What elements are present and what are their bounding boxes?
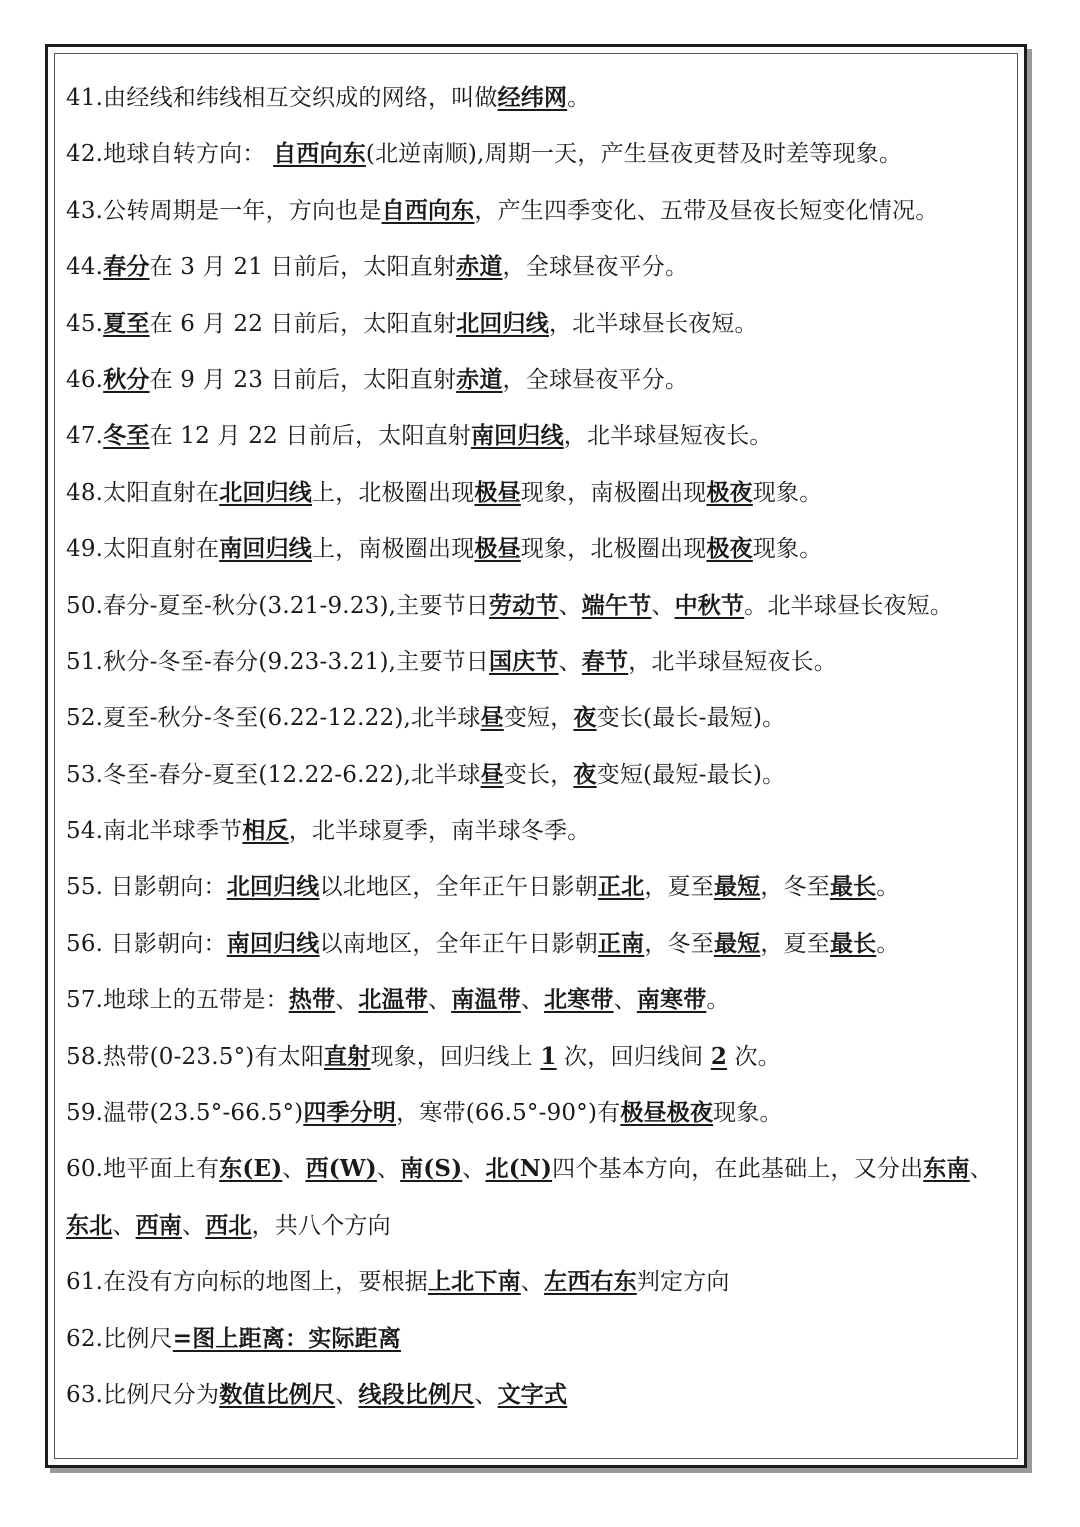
key-term: 北回归线	[456, 309, 549, 337]
note-text: 54.南北半球季节	[66, 818, 243, 845]
note-text: 、	[520, 987, 545, 1014]
note-text: 上，北极圈出现	[312, 479, 475, 506]
key-term: 秋分	[103, 365, 150, 393]
note-text: 44.	[66, 254, 104, 281]
note-text: 。	[876, 874, 900, 901]
note-text: ，夏至	[644, 874, 714, 901]
note-text: 在 9 月 23 日前后，太阳直射	[149, 366, 457, 393]
key-term: 直射	[324, 1042, 371, 1070]
note-text: 现象，北极圈出现	[520, 536, 707, 563]
note-text: ，冬至	[760, 874, 830, 901]
note-text: 、	[376, 1156, 401, 1183]
key-term: 北(N)	[485, 1155, 553, 1183]
note-line	[66, 70, 1016, 126]
note-text: 变短，	[503, 705, 574, 732]
note-text: 。	[876, 930, 900, 957]
note-text: 43.公转周期是一年，方向也是	[66, 197, 382, 224]
note-text: 、	[558, 648, 582, 675]
note-text: 在 6 月 22 日前后，太阳直射	[149, 310, 457, 337]
note-text: 、	[969, 1156, 993, 1183]
note-text: 、	[112, 1212, 136, 1239]
key-term: 极昼	[474, 535, 521, 563]
key-term: 上北下南	[427, 1268, 521, 1296]
note-text: 、	[335, 987, 359, 1014]
note-text: 、	[651, 592, 675, 619]
note-line	[66, 1311, 1016, 1367]
note-text: 63.比例尺分为	[66, 1381, 220, 1408]
note-text: 、	[613, 987, 637, 1014]
key-term: 劳动节	[488, 591, 559, 619]
key-term: 端午节	[581, 591, 652, 619]
key-term: 线段比例尺	[358, 1380, 475, 1408]
key-term: 西(W)	[305, 1155, 377, 1183]
note-text: 59.温带(23.5°-66.5°)	[66, 1100, 304, 1127]
note-text: ，北半球昼短夜长。	[563, 423, 773, 450]
note-text: ，北半球昼长夜短。	[548, 310, 758, 337]
note-text: 以北地区，全年正午日影朝	[319, 874, 598, 901]
key-term: 夜	[573, 760, 597, 788]
note-line	[66, 859, 1016, 915]
key-term: 北回归线	[219, 478, 312, 506]
key-term: 极夜	[706, 535, 753, 563]
note-line	[66, 1029, 1016, 1085]
note-text: 。	[567, 85, 591, 111]
key-term: 最长	[829, 929, 877, 957]
note-text: 上，南极圈出现	[312, 536, 475, 563]
note-text: 58.热带(0-23.5°)有太阳	[66, 1043, 325, 1070]
note-text: 、	[182, 1212, 206, 1239]
note-text: 、	[335, 1381, 359, 1408]
note-line	[66, 521, 1016, 577]
note-text: 50.春分-夏至-秋分(3.21-9.23),主要节日	[66, 592, 489, 619]
key-term: 极昼极夜	[620, 1099, 714, 1127]
note-text: 现象，回归线上	[370, 1043, 541, 1070]
note-text: 62.比例尺	[66, 1325, 173, 1352]
key-term: 春分	[103, 253, 150, 281]
key-term: 中秋节	[674, 591, 745, 619]
key-term: 正南	[597, 929, 645, 957]
key-term: 昼	[480, 760, 504, 788]
note-line	[66, 1198, 1016, 1254]
key-term: 北温带	[358, 986, 428, 1014]
note-line	[66, 1085, 1016, 1141]
key-term: 最短	[713, 929, 761, 957]
note-line	[66, 1367, 1016, 1423]
key-term: 东(E)	[219, 1155, 283, 1183]
key-term: 东南	[923, 1155, 970, 1183]
key-term: 文字式	[497, 1380, 568, 1408]
note-text: 53.冬至-春分-夏至(12.22-6.22),北半球	[66, 761, 481, 788]
note-line	[66, 1141, 1016, 1197]
note-text: 。北半球昼长夜短。	[744, 592, 954, 619]
notes-list	[66, 70, 1016, 1423]
key-term: 北寒带	[544, 986, 614, 1014]
key-term: 2	[710, 1042, 728, 1070]
note-text: 42.地球自转方向：	[66, 141, 274, 168]
note-text: 。	[706, 987, 730, 1014]
note-text: ，共八个方向	[251, 1212, 391, 1239]
note-text: 在 3 月 21 日前后，太阳直射	[149, 254, 457, 281]
note-text: 51.秋分-冬至-春分(9.23-3.21),主要节日	[66, 648, 489, 675]
note-text: 在 12 月 22 日前后，太阳直射	[149, 423, 471, 450]
note-line	[66, 296, 1016, 352]
note-text: ，北半球夏季，南半球冬季。	[288, 818, 591, 845]
note-text: 56. 日影朝向：	[66, 930, 227, 957]
note-line	[66, 408, 1016, 464]
note-text: 四个基本方向，在此基础上，又分出	[552, 1156, 924, 1183]
key-term: 赤道	[456, 253, 503, 281]
key-term: 1	[540, 1042, 557, 1070]
note-text: 现象。	[713, 1100, 783, 1127]
key-term: 正北	[597, 873, 645, 901]
note-line	[66, 1254, 1016, 1310]
key-term: 热带	[288, 986, 336, 1014]
note-text: 、	[520, 1269, 544, 1296]
note-text: 46.	[66, 366, 104, 393]
key-term: 北回归线	[226, 873, 320, 901]
note-text: ，夏至	[760, 930, 830, 957]
key-term: 南回归线	[226, 929, 320, 957]
note-text: ，全球昼夜平分。	[502, 366, 689, 393]
key-term: =图上距离：实际距离	[172, 1324, 402, 1352]
key-term: 自西向东	[381, 196, 475, 224]
key-term: 夏至	[103, 309, 150, 337]
key-term: 南回归线	[470, 422, 564, 450]
note-line	[66, 972, 1016, 1028]
note-text: 60.地平面上有	[66, 1156, 220, 1183]
key-term: 国庆节	[488, 647, 559, 675]
key-term: 极昼	[474, 478, 521, 506]
key-term: 西南	[135, 1211, 183, 1239]
note-line	[66, 634, 1016, 690]
note-text: 、	[282, 1156, 306, 1183]
key-term: 冬至	[103, 422, 150, 450]
key-term: 经纬网	[497, 84, 568, 111]
key-term: 南温带	[451, 986, 521, 1014]
note-text: 49.太阳直射在	[66, 536, 220, 563]
note-text: 47.	[66, 423, 104, 450]
key-term: 数值比例尺	[219, 1380, 336, 1408]
note-line	[66, 803, 1016, 859]
note-text: 、	[462, 1156, 486, 1183]
key-term: 春节	[581, 647, 629, 675]
key-term: 最短	[713, 873, 761, 901]
note-line	[66, 183, 1016, 239]
key-term: 极夜	[706, 478, 753, 506]
note-text: 现象。	[752, 479, 823, 506]
note-line	[66, 352, 1016, 408]
key-term: 相反	[242, 817, 289, 845]
note-text: ，冬至	[644, 930, 714, 957]
note-text: 现象。	[752, 536, 823, 563]
note-line	[66, 690, 1016, 746]
note-text: 变短(最短-最长)。	[596, 761, 786, 788]
note-text: 61.在没有方向标的地图上，要根据	[66, 1269, 428, 1296]
note-line	[66, 465, 1016, 521]
key-term: 最长	[829, 873, 877, 901]
note-text: 52.夏至-秋分-冬至(6.22-12.22),北半球	[66, 705, 481, 732]
note-text: 45.	[66, 310, 104, 337]
key-term: 昼	[480, 704, 504, 732]
note-text: 现象，南极圈出现	[520, 479, 707, 506]
note-line	[66, 916, 1016, 972]
note-text: 次，回归线间	[556, 1043, 711, 1070]
note-text: 、	[474, 1381, 498, 1408]
note-text: ，北半球昼短夜长。	[628, 648, 838, 675]
key-term: 自西向东	[273, 140, 366, 168]
key-term: 西北	[205, 1211, 252, 1239]
key-term: 南回归线	[219, 535, 312, 563]
note-text: 55. 日影朝向：	[66, 874, 227, 901]
note-text: (北逆南顺),周期一天，产生昼夜更替及时差等现象。	[365, 141, 903, 168]
note-text: 、	[558, 592, 582, 619]
key-term: 东北	[66, 1211, 113, 1239]
note-text: 以南地区，全年正午日影朝	[319, 930, 598, 957]
note-text: ，寒带(66.5°-90°)有	[396, 1100, 621, 1127]
note-text: 41.由经线和纬线相互交织成的网络，叫做	[66, 85, 498, 111]
note-text: 判定方向	[636, 1269, 730, 1296]
note-text: 48.太阳直射在	[66, 479, 220, 506]
note-text: 57.地球上的五带是：	[66, 987, 289, 1014]
key-term: 左西右东	[544, 1268, 637, 1296]
note-line	[66, 578, 1016, 634]
note-line	[66, 239, 1016, 295]
key-term: 四季分明	[303, 1099, 397, 1127]
note-text: 变长(最长-最短)。	[596, 705, 786, 732]
note-text: 变长，	[503, 761, 574, 788]
key-term: 赤道	[456, 365, 503, 393]
note-line	[66, 747, 1016, 803]
key-term: 南寒带	[636, 986, 707, 1014]
key-term: 南(S)	[400, 1155, 463, 1183]
note-text: ，产生四季变化、五带及昼夜长短变化情况。	[474, 197, 939, 224]
note-text: 次。	[727, 1043, 781, 1070]
note-text: 、	[428, 987, 452, 1014]
key-term: 夜	[573, 704, 597, 732]
note-text: ，全球昼夜平分。	[502, 254, 689, 281]
note-line	[66, 126, 1016, 182]
